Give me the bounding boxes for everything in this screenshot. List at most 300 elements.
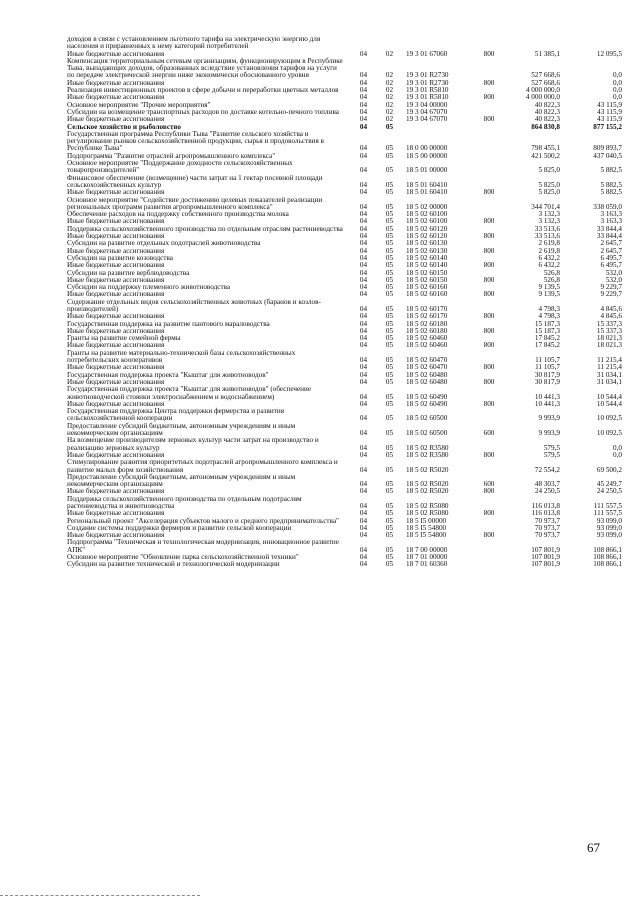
row-section-code: 04 (359, 392, 368, 401)
row-name: Иные бюджетные ассигнования (67, 531, 165, 540)
row-subsection-code: 05 (385, 144, 394, 153)
row-amount-year-2: 11 215,4 (597, 356, 622, 365)
row-amount-year-1: 579,5 (543, 443, 560, 452)
row-amount-year-2: 43 115,9 (597, 107, 622, 116)
table-row (67, 496, 627, 511)
row-amount-year-1: 116 013,8 (531, 509, 560, 518)
row-subsection-code: 02 (385, 78, 394, 87)
table-row (67, 408, 627, 423)
row-target-code: 18 5 01 00000 (406, 166, 448, 175)
row-subsection-code: 05 (385, 560, 394, 569)
row-expense-type-code: 800 (483, 232, 495, 241)
row-expense-type-code: 800 (483, 377, 495, 386)
row-subsection-code: 05 (385, 253, 394, 262)
table-row (67, 160, 627, 175)
row-amount-year-2: 3 163,3 (600, 217, 622, 226)
row-target-code: 19 3 01 R5810 (406, 86, 449, 95)
row-expense-type-code: 800 (483, 363, 495, 372)
row-section-code: 04 (359, 268, 368, 277)
row-target-code: 18 5 02 R3580 (406, 450, 449, 459)
row-name: Иные бюджетные ассигнования (67, 93, 165, 102)
row-subsection-code: 02 (385, 49, 394, 58)
row-name: Иные бюджетные ассигнования (67, 232, 165, 241)
row-amount-year-1: 24 250,5 (534, 487, 560, 496)
row-target-code: 18 5 02 60120 (406, 224, 448, 233)
row-target-code: 18 5 02 60100 (406, 210, 448, 219)
row-amount-year-2: 33 844,4 (596, 224, 622, 233)
row-amount-year-2: 24 250,5 (596, 487, 622, 496)
row-name: Иные бюджетные ассигнования (67, 246, 165, 255)
row-target-code: 18 5 02 60490 (406, 392, 448, 401)
row-name: Предоставление субсидий бюджетным, автономным учреждениям и иным некоммерческим организациям (67, 472, 296, 489)
row-subsection-code: 05 (385, 341, 394, 350)
row-amount-year-2: 43 115,9 (597, 115, 622, 124)
row-target-code: 18 5 02 60140 (406, 253, 448, 262)
row-name: Иные бюджетные ассигнования (67, 341, 165, 350)
row-amount-year-1: 4 798,3 (538, 304, 560, 313)
row-subsection-code: 05 (385, 392, 394, 401)
row-amount-year-2: 4 845,6 (600, 312, 622, 321)
row-expense-type-code: 800 (483, 188, 495, 197)
row-amount-year-2: 18 021,3 (596, 334, 622, 343)
row-subsection-code: 05 (385, 217, 394, 226)
row-name: Основное мероприятие "Прочие мероприятия" (67, 100, 211, 109)
row-target-code: 18 5 02 60500 (406, 414, 448, 423)
row-name: Иные бюджетные ассигнования (67, 290, 165, 299)
row-name: Финансовое обеспечение (возмещение) части затрат на 1 гектар посевной площади сельскохозяйственных культур (67, 173, 323, 189)
row-subsection-code: 05 (385, 545, 394, 554)
row-target-code: 18 5 02 60170 (406, 304, 448, 313)
row-target-code: 18 5 02 60100 (406, 217, 448, 226)
row-amount-year-1: 6 432,2 (538, 253, 560, 262)
row-target-code: 18 5 02 60160 (406, 283, 448, 292)
row-subsection-code: 05 (385, 232, 394, 241)
row-amount-year-2: 93 099,0 (596, 523, 622, 532)
row-subsection-code: 05 (385, 224, 394, 233)
row-subsection-code: 05 (385, 304, 394, 313)
row-target-code: 18 5 02 60490 (406, 399, 448, 408)
row-section-code: 04 (359, 202, 368, 211)
table-row (67, 58, 627, 80)
row-subsection-code: 05 (385, 261, 394, 270)
row-name: Сельское хозяйство и рыболовство (67, 122, 182, 131)
row-name: Субсидии на возмещение транспортных расходов по доставке котельно-печного топлива (67, 107, 339, 116)
row-target-code: 18 5 01 60410 (406, 188, 448, 197)
table-row (67, 561, 627, 568)
row-section-code: 04 (359, 100, 368, 109)
row-subsection-code: 05 (385, 450, 394, 459)
row-name: Основное мероприятие "Поддержание доходности сельскохозяйственных товаропроизводителей" (67, 159, 293, 175)
row-amount-year-1: 421 500,2 (531, 151, 560, 160)
row-subsection-code: 05 (385, 268, 394, 277)
row-name: Государственная поддержка проекта "Кыштаг для животноводов" (обеспечение животноводческой стоянки электроснабжением и водоснабжением) (67, 385, 312, 401)
row-section-code: 04 (359, 341, 368, 350)
row-subsection-code: 05 (385, 312, 394, 321)
row-subsection-code: 05 (385, 377, 394, 386)
row-name: Иные бюджетные ассигнования (67, 188, 165, 197)
row-name: Субсидии на поддержку племенного животноводства (67, 283, 231, 292)
row-name: Гранты на развитие материально-технической базы сельскохозяйственных потребительских кооперативов (67, 348, 296, 365)
row-amount-year-2: 437 040,5 (593, 151, 622, 160)
row-amount-year-2: 45 249,7 (596, 480, 622, 489)
row-section-code: 04 (359, 93, 368, 102)
row-subsection-code: 05 (385, 188, 394, 197)
row-expense-type-code: 800 (483, 93, 495, 102)
row-name: Обеспечение расходов на поддержку собственного производства молока (67, 210, 289, 219)
row-target-code: 18 5 02 60470 (406, 356, 448, 365)
table-row (67, 175, 627, 190)
row-subsection-code: 05 (385, 516, 394, 525)
row-amount-year-2: 43 115,9 (597, 100, 622, 109)
row-section-code: 04 (359, 356, 368, 365)
row-name: Стимулирование развития приоритетных подотраслей агропромышленного комплекса и развитие малых форм хозяйствования (67, 458, 338, 474)
row-section-code: 04 (359, 290, 368, 299)
row-section-code: 04 (359, 429, 368, 438)
row-target-code: 18 5 02 60460 (406, 341, 448, 350)
row-target-code: 18 5 02 60460 (406, 334, 448, 343)
row-name: Субсидии на развитие отдельных подотраслей животноводства (67, 239, 261, 248)
row-amount-year-2: 2 645,7 (600, 246, 622, 255)
table-row (67, 437, 627, 452)
row-subsection-code: 05 (385, 166, 394, 175)
row-amount-year-2: 9 229,7 (600, 283, 622, 292)
row-subsection-code: 02 (385, 115, 394, 124)
row-name: доходов в связи с установлением льготного тарифа на электрическую энергию для населения и приравненных к нему категорий потребителей (67, 35, 321, 51)
row-subsection-code: 05 (385, 180, 394, 189)
row-name: Государственная поддержка Центра поддержки фермерства и развития сельскохозяйственной кооперации (67, 407, 285, 423)
row-name: Иные бюджетные ассигнования (67, 363, 165, 372)
row-amount-year-1: 15 187,3 (534, 326, 560, 335)
row-subsection-code: 05 (385, 290, 394, 299)
row-section-code: 04 (359, 450, 368, 459)
row-amount-year-1: 48 303,7 (534, 480, 560, 489)
row-subsection-code: 05 (385, 326, 394, 335)
row-amount-year-1: 9 993,9 (538, 414, 560, 423)
row-name: Иные бюджетные ассигнования (67, 312, 165, 321)
row-section-code: 04 (359, 71, 368, 80)
table-row (67, 386, 627, 401)
row-section-code: 04 (359, 560, 368, 569)
table-row (67, 131, 627, 153)
row-section-code: 04 (359, 399, 368, 408)
row-amount-year-2: 12 095,5 (596, 49, 622, 58)
row-amount-year-1: 40 822,3 (534, 107, 560, 116)
row-target-code: 18 5 02 60500 (406, 429, 448, 438)
row-subsection-code: 05 (385, 319, 394, 328)
row-name: Иные бюджетные ассигнования (67, 115, 165, 124)
row-target-code: 19 3 01 67060 (406, 49, 448, 58)
row-section-code: 04 (359, 553, 368, 562)
row-amount-year-1: 33 513,6 (534, 232, 560, 241)
row-name: Создание системы поддержки фермеров и развитие сельской кооперации (67, 523, 292, 532)
row-section-code: 04 (359, 363, 368, 372)
row-amount-year-2: 111 557,5 (593, 509, 622, 518)
row-expense-type-code: 800 (483, 246, 495, 255)
row-expense-type-code: 800 (483, 450, 495, 459)
row-name: Иные бюджетные ассигнования (67, 261, 165, 270)
row-amount-year-2: 111 557,5 (593, 502, 622, 510)
row-name: Иные бюджетные ассигнования (67, 377, 165, 386)
row-target-code: 19 3 01 R2730 (406, 78, 449, 87)
row-section-code: 04 (359, 502, 368, 510)
table-row (67, 350, 627, 365)
row-amount-year-2: 31 034,1 (596, 377, 622, 386)
row-target-code: 18 5 02 60150 (406, 268, 448, 277)
row-subsection-code: 05 (385, 429, 394, 438)
row-target-code: 18 5 02 60180 (406, 319, 448, 328)
row-target-code: 19 3 01 R5810 (406, 93, 449, 102)
row-target-code: 18 5 01 60410 (406, 180, 448, 189)
row-name: Иные бюджетные ассигнования (67, 450, 165, 459)
row-section-code: 04 (359, 370, 368, 379)
row-section-code: 04 (359, 253, 368, 262)
row-amount-year-2: 15 337,3 (596, 326, 622, 335)
row-expense-type-code: 800 (483, 531, 495, 540)
row-name: Иные бюджетные ассигнования (67, 49, 165, 58)
row-expense-type-code: 800 (483, 115, 495, 124)
row-amount-year-2: 338 059,0 (593, 202, 622, 211)
row-target-code: 18 5 02 R5080 (406, 509, 449, 518)
row-subsection-code: 05 (385, 283, 394, 292)
row-amount-year-2: 809 893,7 (593, 144, 622, 153)
row-amount-year-2: 0,0 (613, 86, 622, 95)
row-target-code: 18 7 01 60360 (406, 560, 448, 569)
row-amount-year-1: 33 513,6 (534, 224, 560, 233)
row-section-code: 04 (359, 334, 368, 343)
row-target-code: 18 5 I5 00000 (406, 516, 447, 525)
row-section-code: 04 (359, 246, 368, 255)
row-name: Иные бюджетные ассигнования (67, 217, 165, 226)
row-section-code: 04 (359, 217, 368, 226)
row-amount-year-1: 9 139,5 (538, 283, 560, 292)
row-amount-year-1: 17 845,2 (534, 334, 560, 343)
row-amount-year-2: 108 866,1 (593, 560, 622, 569)
row-section-code: 04 (359, 414, 368, 423)
row-amount-year-2: 108 866,1 (593, 553, 622, 562)
row-section-code: 04 (359, 545, 368, 554)
row-section-code: 04 (359, 304, 368, 313)
row-amount-year-2: 31 034,1 (596, 370, 622, 379)
row-name: Поддержка сельскохозяйственного производства по отдельным отраслям растениеводства (67, 224, 343, 233)
footer-divider (0, 895, 200, 896)
row-amount-year-2: 15 337,3 (596, 319, 622, 328)
table-row (67, 423, 627, 438)
row-amount-year-1: 526,8 (543, 268, 560, 277)
row-section-code: 04 (359, 516, 368, 525)
row-amount-year-1: 11 105,7 (535, 363, 560, 372)
table-row (67, 197, 627, 212)
row-expense-type-code: 800 (483, 312, 495, 321)
row-target-code: 18 5 02 60140 (406, 261, 448, 270)
row-expense-type-code: 800 (483, 487, 495, 496)
row-subsection-code: 05 (385, 151, 394, 160)
row-amount-year-2: 11 215,4 (597, 363, 622, 372)
row-amount-year-2: 69 500,2 (596, 465, 622, 474)
row-subsection-code: 05 (385, 334, 394, 343)
row-section-code: 04 (359, 531, 368, 540)
row-section-code: 04 (359, 239, 368, 248)
row-amount-year-1: 107 801,9 (531, 560, 560, 569)
row-amount-year-1: 116 013,8 (531, 502, 560, 510)
row-amount-year-1: 10 441,3 (534, 392, 560, 401)
row-name: Поддержка сельскохозяйственного производства по отдельным подотраслям растениеводства и животноводства (67, 494, 302, 510)
row-amount-year-2: 5 882,5 (600, 166, 622, 175)
row-amount-year-1: 70 973,7 (534, 516, 560, 525)
row-subsection-code: 05 (385, 275, 394, 284)
row-name: Субсидии на развитие верблюдоводства (67, 268, 190, 277)
row-amount-year-2: 9 229,7 (600, 290, 622, 299)
row-section-code: 04 (359, 487, 368, 496)
row-subsection-code: 02 (385, 71, 394, 80)
row-amount-year-2: 0,0 (613, 443, 622, 452)
row-expense-type-code: 800 (483, 326, 495, 335)
row-amount-year-2: 0,0 (613, 93, 622, 102)
row-section-code: 04 (359, 210, 368, 219)
row-amount-year-2: 5 882,5 (600, 188, 622, 197)
row-target-code: 18 5 02 60150 (406, 275, 448, 284)
row-amount-year-2: 4 845,6 (600, 304, 622, 313)
row-expense-type-code: 800 (483, 275, 495, 284)
row-subsection-code: 05 (385, 239, 394, 248)
row-name: Иные бюджетные ассигнования (67, 487, 165, 496)
row-name: Региональный проект "Акселерация субъектов малого и среднего предпринимательства" (67, 516, 339, 525)
row-subsection-code: 05 (385, 399, 394, 408)
row-target-code: 18 5 02 60180 (406, 326, 448, 335)
row-name: Основное мероприятие "Обновление парка сельскохозяйственной техники" (67, 553, 299, 562)
row-section-code: 04 (359, 224, 368, 233)
row-section-code: 04 (359, 78, 368, 87)
row-subsection-code: 05 (385, 509, 394, 518)
row-subsection-code: 05 (385, 480, 394, 489)
row-target-code: 18 5 02 60480 (406, 370, 448, 379)
row-subsection-code: 05 (385, 465, 394, 474)
row-amount-year-1: 3 132,3 (538, 217, 560, 226)
row-amount-year-1: 5 825,0 (538, 166, 560, 175)
row-amount-year-1: 107 801,9 (531, 545, 560, 554)
row-target-code: 19 3 04 67070 (406, 115, 448, 124)
row-amount-year-2: 10 092,5 (596, 414, 622, 423)
row-section-code: 04 (359, 377, 368, 386)
row-amount-year-2: 93 099,0 (596, 531, 622, 540)
row-name: Гранты на развитие семейной фермы (67, 334, 181, 343)
row-expense-type-code: 800 (483, 399, 495, 408)
row-name: Подпрограмма "Развитие отраслей агропромышленного комплекса" (67, 151, 276, 160)
table-row (67, 474, 627, 489)
row-name: Иные бюджетные ассигнования (67, 399, 165, 408)
row-amount-year-1: 107 801,9 (531, 553, 560, 562)
row-target-code: 18 5 02 60480 (406, 377, 448, 386)
row-section-code: 04 (359, 86, 368, 95)
row-section-code: 04 (359, 232, 368, 241)
row-subsection-code: 05 (385, 414, 394, 423)
row-amount-year-2: 10 092,5 (596, 429, 622, 438)
row-subsection-code: 02 (385, 107, 394, 116)
row-amount-year-1: 11 105,7 (535, 356, 560, 365)
row-amount-year-1: 4 000 000,0 (525, 86, 560, 95)
row-section-code: 04 (359, 319, 368, 328)
row-amount-year-1: 526,8 (543, 275, 560, 284)
row-section-code: 04 (359, 107, 368, 116)
row-target-code: 19 3 01 R2730 (406, 71, 449, 80)
row-name: Иные бюджетные ассигнования (67, 509, 165, 518)
row-amount-year-1: 40 822,3 (534, 115, 560, 124)
row-amount-year-2: 0,0 (613, 71, 622, 80)
row-target-code: 18 5 02 60130 (406, 239, 448, 248)
row-amount-year-1: 30 817,9 (534, 370, 560, 379)
row-target-code: 18 5 02 00000 (406, 202, 448, 211)
budget-table (67, 36, 627, 569)
row-amount-year-2: 877 155,2 (593, 122, 622, 131)
table-row (67, 299, 627, 314)
row-section-code: 04 (359, 144, 368, 153)
row-expense-type-code: 800 (483, 290, 495, 299)
row-section-code: 04 (359, 188, 368, 197)
row-amount-year-1: 5 825,0 (538, 180, 560, 189)
row-subsection-code: 05 (385, 363, 394, 372)
row-target-code: 18 5 02 R5020 (406, 487, 449, 496)
row-amount-year-2: 5 882,5 (600, 180, 622, 189)
row-section-code: 04 (359, 283, 368, 292)
row-amount-year-1: 9 139,5 (538, 290, 560, 299)
row-amount-year-1: 527 668,6 (531, 71, 560, 80)
row-section-code: 04 (359, 49, 368, 58)
row-expense-type-code: 600 (483, 480, 495, 489)
row-section-code: 04 (359, 326, 368, 335)
row-name: Реализация инвестиционных проектов в сфере добычи и переработки цветных металлов (67, 86, 339, 95)
row-amount-year-1: 15 187,3 (534, 319, 560, 328)
row-expense-type-code: 600 (483, 429, 495, 438)
row-target-code: 18 7 00 00000 (406, 545, 448, 554)
row-subsection-code: 05 (385, 502, 394, 510)
row-target-code: 18 7 01 00000 (406, 553, 448, 562)
table-row (67, 459, 627, 474)
row-amount-year-2: 10 544,4 (596, 399, 622, 408)
row-amount-year-1: 4 798,3 (538, 312, 560, 321)
row-amount-year-1: 527 668,6 (531, 78, 560, 87)
row-section-code: 04 (359, 180, 368, 189)
row-amount-year-1: 5 825,0 (538, 188, 560, 197)
row-subsection-code: 02 (385, 86, 394, 95)
row-name: Государственная программа Республики Тыва "Развитие сельского хозяйства и регулирование рынков сельскохозяйственной продукции, сырья и продовольствия в Республике Тыва" (67, 129, 324, 153)
row-target-code: 19 3 04 00000 (406, 100, 448, 109)
row-target-code: 18 5 02 60160 (406, 290, 448, 299)
page-number: 67 (587, 840, 600, 855)
row-target-code: 18 5 00 00000 (406, 151, 448, 160)
row-subsection-code: 05 (385, 122, 394, 131)
row-amount-year-2: 93 099,0 (596, 516, 622, 525)
row-amount-year-1: 70 973,7 (534, 523, 560, 532)
row-amount-year-2: 532,0 (605, 268, 622, 277)
row-name: Государственная поддержка проекта "Кыштаг для животноводов" (67, 370, 269, 379)
row-subsection-code: 05 (385, 246, 394, 255)
row-name: Иные бюджетные ассигнования (67, 78, 165, 87)
row-amount-year-1: 579,5 (543, 450, 560, 459)
row-target-code: 18 5 02 R5020 (406, 465, 449, 474)
row-section-code: 04 (359, 275, 368, 284)
row-amount-year-2: 33 844,4 (596, 232, 622, 241)
row-expense-type-code: 800 (483, 217, 495, 226)
row-section-code: 04 (359, 151, 368, 160)
row-amount-year-1: 4 000 000,0 (525, 93, 560, 102)
row-name: Иные бюджетные ассигнования (67, 275, 165, 284)
row-amount-year-2: 0,0 (613, 78, 622, 87)
row-target-code: 18 5 02 R3580 (406, 443, 449, 452)
row-name: Компенсация территориальным сетевым организациям, функционирующим в Республике Тыва, выпадающих доходов, образованных вследствие установления тарифов на услуги по передаче электрической энергии ниже экономически обоснованного уровня (67, 56, 343, 80)
row-amount-year-1: 70 973,7 (534, 531, 560, 540)
row-amount-year-1: 9 993,9 (538, 429, 560, 438)
row-section-code: 04 (359, 166, 368, 175)
row-name: Основное мероприятие "Содействие достижению целевых показателей реализации региональных программ развития агропромышленного комплекса" (67, 195, 323, 211)
